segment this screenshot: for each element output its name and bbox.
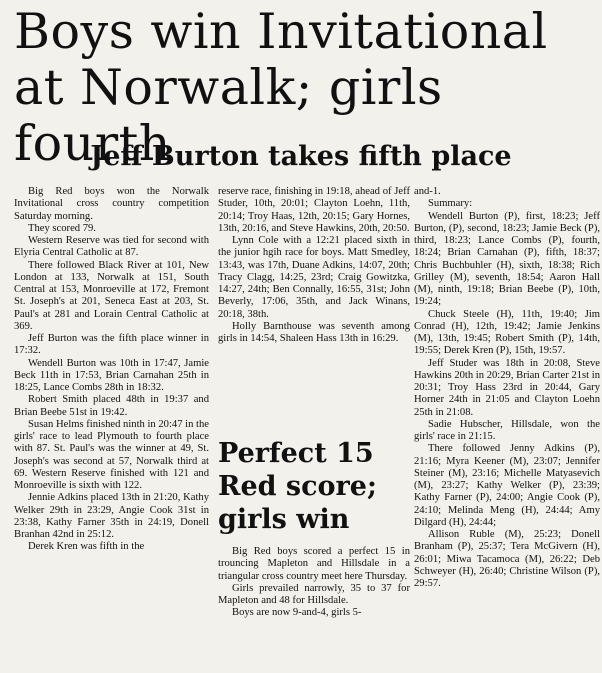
sidebar-headline-line-2: Red score; bbox=[218, 471, 377, 502]
paragraph: They scored 79. bbox=[28, 222, 96, 234]
article-column-1 bbox=[14, 186, 209, 673]
paragraph: There followed Black River at 101, New London at 133, Norwalk at 151, South Central at 153, Monroeville at 172, Fremont St. Joseph's at 201, Seneca East at 203, St. Paul's at 281 and Lorain Central Catholic at 369. bbox=[14, 259, 209, 332]
paragraph: Holly Barnthouse was seventh among girls in 14:54, Shaleen Hass 13th in 16:29. bbox=[218, 320, 410, 344]
paragraph: Wendell Burton (P), first, 18:23; Jeff Burton, (P), second, 18:23; Jamie Beck (P), third, 18:23; Lance Combs (P), fourth, 18:24; Brian Carnahan (P), fifth, 18:37; Chris Buchbuhler (H), sixth, 18:38; Rich Grilley (M), seventh, 18:54; Aaron Hall (M), ninth, 19:18; Brian Beebe (P), 10th, 19:24; bbox=[414, 210, 600, 308]
headline-line-2: at Norwalk; girls fourth bbox=[14, 59, 443, 172]
paragraph: Chuck Steele (H), 11th, 19:40; Jim Conrad (H), 12th, 19:42; Jamie Jenkins (M), 13th, 19:45; Robert Smith (P), 14th, 19:55; Derek Kren (P), 15th, 19:57. bbox=[414, 308, 600, 357]
paragraph: Allison Ruble (M), 25:23; Donell Branham (P), 25:37; Tera McGivern (H), 26:01; Miwa Tacamoca (M), 26:22; Deb Schweyer (H), 26:40; Christine Wilson (P), 29:57. bbox=[414, 529, 600, 589]
headline-line-1: Boys win Invitational bbox=[14, 3, 548, 60]
paragraph: Jeff Burton was the fifth place winner in 17:32. bbox=[14, 333, 209, 357]
paragraph: and-1. bbox=[414, 186, 441, 197]
paragraph: Derek Kren was fifth in the bbox=[28, 541, 145, 553]
article-column-2 bbox=[218, 186, 410, 673]
article-column-3 bbox=[414, 186, 600, 673]
sidebar-headline-line-1: Perfect 15 bbox=[218, 438, 374, 469]
paragraph: Summary: bbox=[428, 198, 473, 210]
paragraph: Wendell Burton was 10th in 17:47, Jamie Beck 11th in 17:53, Brian Carnahan 25th in 18:25, Lance Combs 28th in 18:32. bbox=[14, 357, 209, 393]
paragraph: Sadie Hubscher, Hillsdale, won the girls' race in 21:15. bbox=[414, 418, 600, 442]
sidebar-headline-line-3: girls win bbox=[218, 504, 350, 535]
paragraph: Big Red boys scored a perfect 15 in trouncing Mapleton and Hillsdale in a triangular cross country meet here Thursday. bbox=[218, 546, 410, 582]
article-continuation bbox=[218, 186, 410, 417]
subheadline: Jeff Burton takes fifth place bbox=[90, 141, 512, 172]
paragraph: Jeff Studer was 18th in 20:08, Steve Hawkins 20th in 20:29, Brian Carter 21st in 20:31; Troy Hass 23rd in 20:44, Gary Horner 24th in 21:05 and Clayton Loehn 25th in 21:08. bbox=[414, 357, 600, 418]
paragraph: Boys are now 9-and-4, girls 5- bbox=[232, 607, 362, 619]
sidebar-headline bbox=[218, 437, 410, 536]
paragraph: There followed Jenny Adkins (P), 21:16; Myra Keener (M), 23:07; Jennifer Steiner (M), 23:16; Michelle Matyasevich (M), 23:27; Kathy Welker (P), 23:39; Kathy Farner (P), 24:00; Angie Cook (P), 24:10; Melinda Meng (H), 24:44; Amy Dilgard (H), 24:44; bbox=[414, 443, 600, 528]
paragraph: Girls prevailed narrowly, 35 to 37 for Mapleton and 48 for Hillsdale. bbox=[218, 582, 410, 606]
paragraph: Lynn Cole with a 12:21 placed sixth in the junior hgih race for boys. Matt Smedley, 13:43, was 17th, Duane Adkins, 14:07, 20th; Tracy Clagg, 14:25, 23rd; Craig Gowitzka, 14:27, 24th; Ben Connally, 16:55, 31st; John Beverly, 17:06, 35th, and Jack Winans, 20:18, 38th. bbox=[218, 235, 410, 320]
paragraph: reserve race, finishing in 19:18, ahead of Jeff Studer, 10th, 20:01; Clayton Loehn, 11th, 20:14; Troy Haas, 12th, 20:15; Gary Hornes, 13th, 20:16, and Steve Hawkins, 20th, 20:50. bbox=[218, 186, 410, 234]
paragraph: Jennie Adkins placed 13th in 21:20, Kathy Welker 29th in 23:29, Angie Cook 31st in 23:38, Kathy Farner 35th in 24:19, Donell Branhan 42nd in 25:12. bbox=[14, 492, 209, 540]
paragraph: Big Red boys won the Norwalk Invitational cross country competition Saturday morning. bbox=[14, 186, 209, 222]
paragraph: Western Reserve was tied for second with Elyria Central Catholic at 87. bbox=[14, 235, 209, 259]
paragraph: Robert Smith placed 48th in 19:37 and Brian Beebe 51st in 19:42. bbox=[14, 394, 209, 418]
paragraph: Susan Helms finished ninth in 20:47 in the girls' race to lead Plymouth to fourth place with 87. St. Paul's was the winner at 49, St. Joseph's was second at 57, Norwalk third at 69. Western Reserve finished with 121 and Monroeville is sixth with 122. bbox=[14, 418, 209, 491]
